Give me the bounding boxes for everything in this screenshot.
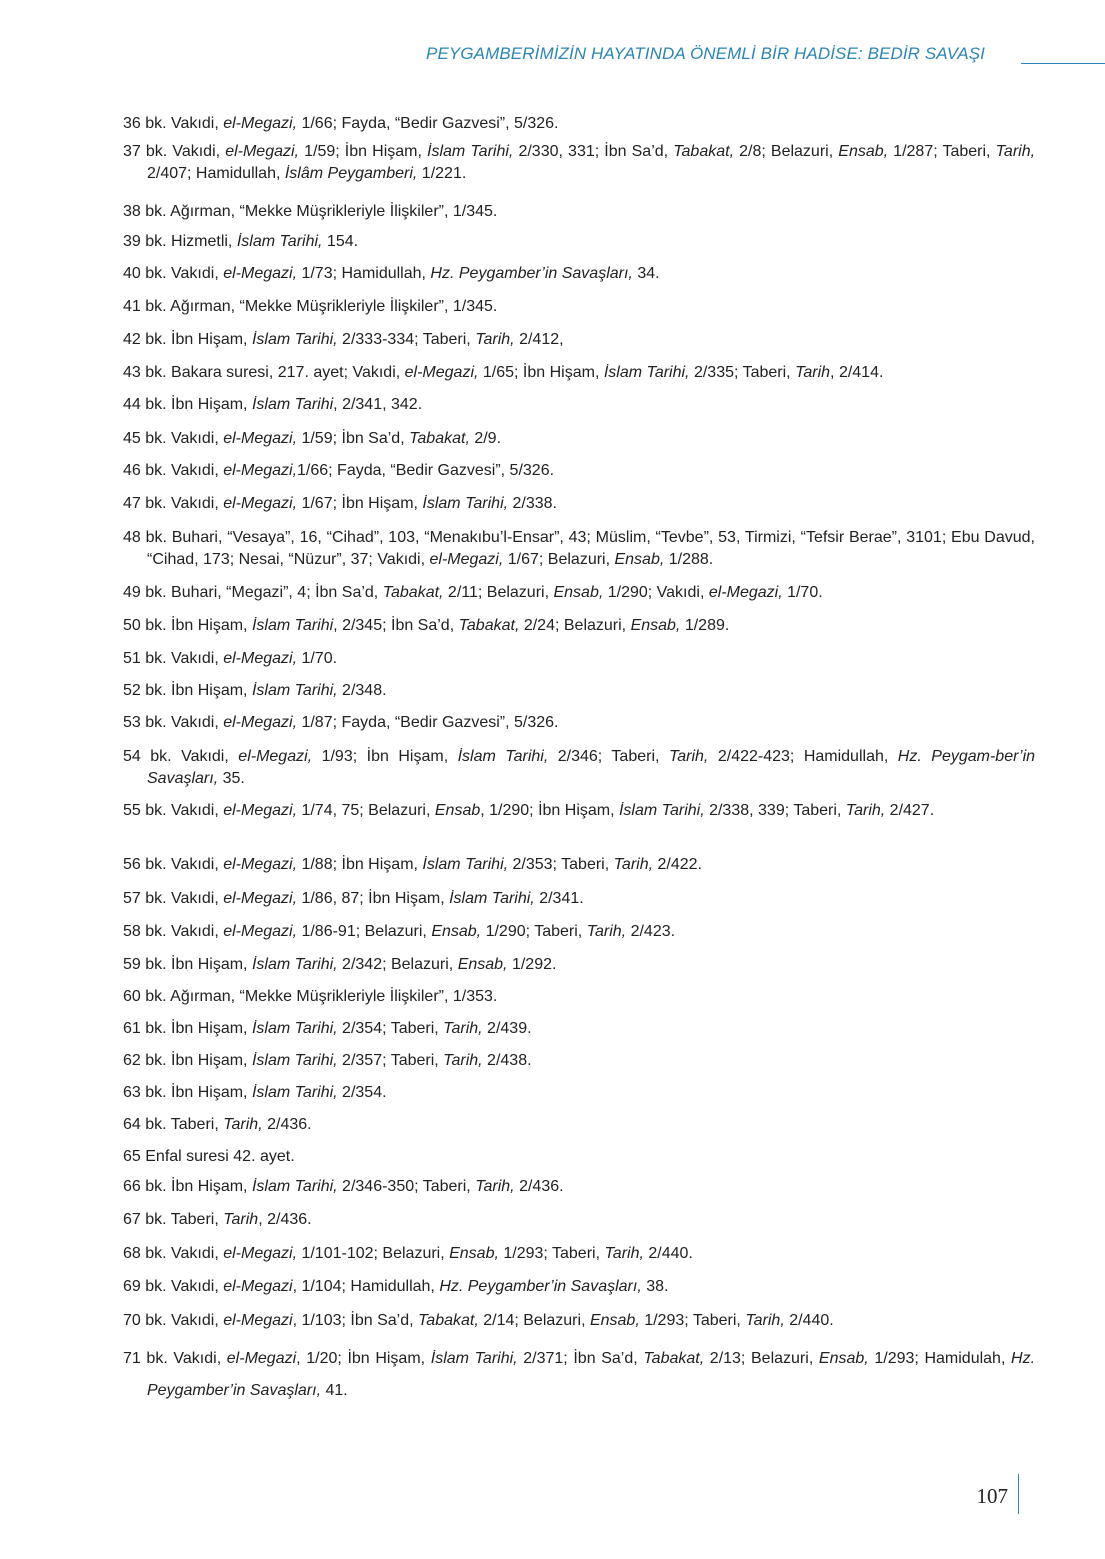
- footnote-work-title: Ensab,: [449, 1245, 499, 1262]
- footnote-work-title: el-Megazi: [226, 1350, 297, 1367]
- footnote-text: 2/436.: [262, 1116, 312, 1133]
- footnote-text: 1/66; Fayda, “Bedir Gazvesi”, 5/326.: [297, 115, 559, 132]
- footnote-number: 51: [123, 650, 141, 667]
- footnote-text: 2/407; Hamidullah,: [147, 165, 285, 182]
- footnote-work-title: el-Megazi,: [223, 1245, 298, 1262]
- footnote-50: [123, 615, 1035, 637]
- footnote-work-title: Hz. Peygamber’in Savaşları,: [147, 1350, 1036, 1399]
- footnote-text: bk. Ağırman, “Mekke Müşrikleriyle İlişkiler”, 1/345.: [140, 203, 498, 220]
- footnote-work-title: el-Megazi,: [223, 923, 298, 940]
- footnote-work-title: İslam Tarihi,: [251, 956, 338, 973]
- footnote-text: bk. Vakıdi,: [140, 923, 224, 940]
- footnote-work-title: Tarih,: [223, 1116, 263, 1133]
- footnote-text: 2/346-350; Taberi,: [337, 1178, 476, 1195]
- footnote-work-title: Ensab,: [431, 923, 482, 940]
- header-title: PEYGAMBERİMİZİN HAYATINDA ÖNEMLİ BİR HADİSE: BEDİR SAVAŞI: [426, 44, 985, 63]
- footnote-text: 1/59; İbn Hişam,: [299, 143, 428, 160]
- footnote-number: 62: [123, 1052, 141, 1069]
- footnote-69: [123, 1276, 1035, 1298]
- footnote-text: 2/346; Taberi,: [548, 748, 669, 765]
- footnote-65: [123, 1146, 1035, 1168]
- footnote-text: 2/354.: [337, 1084, 387, 1101]
- footnote-work-title: Tarih,: [745, 1312, 785, 1329]
- footnote-text: bk. Vakıdi,: [140, 143, 226, 160]
- footnote-text: bk. Buhari, “Megazi”, 4; İbn Sa’d,: [140, 584, 383, 601]
- footnote-62: [123, 1050, 1035, 1072]
- footnote-work-title: Ensab,: [589, 1312, 640, 1329]
- footnote-work-title: İslam Tarihi,: [251, 1178, 338, 1195]
- footnote-work-title: İslam Tarihi,: [251, 1052, 338, 1069]
- footnote-work-title: Tabakat,: [458, 617, 520, 634]
- footnote-37: [123, 141, 1035, 185]
- footnote-text: 1/67; Belazuri,: [503, 551, 615, 568]
- footnote-number: 47: [123, 495, 141, 512]
- footnote-number: 37: [123, 143, 141, 160]
- footnote-53: [123, 712, 1035, 734]
- footnote-39: [123, 231, 1035, 253]
- footnote-48: [123, 527, 1035, 571]
- footnote-text: bk. İbn Hişam,: [140, 331, 252, 348]
- footnote-text: 154.: [322, 233, 359, 250]
- footnote-text: 1/70.: [782, 584, 823, 601]
- footnote-text: , 1/290; İbn Hişam,: [480, 802, 619, 819]
- footnote-text: bk. Vakıdi,: [140, 1312, 224, 1329]
- footnote-55: [123, 800, 1035, 822]
- footnote-work-title: Tarih,: [475, 1178, 515, 1195]
- footnote-text: bk. İbn Hişam,: [140, 1052, 252, 1069]
- footnote-work-title: el-Megazi,: [708, 584, 783, 601]
- footnote-work-title: İslam Tarihi,: [449, 890, 535, 907]
- footnote-work-title: Ensab,: [457, 956, 508, 973]
- footnote-text: bk. İbn Hişam,: [140, 1084, 252, 1101]
- footnote-number: 60: [123, 988, 141, 1005]
- footnote-work-title: el-Megazi,: [223, 856, 298, 873]
- footnote-text: 1/86, 87; İbn Hişam,: [297, 890, 450, 907]
- footnote-text: bk. Ağırman, “Mekke Müşrikleriyle İlişkiler”, 1/345.: [140, 298, 498, 315]
- footnote-work-title: Tabakat,: [417, 1312, 479, 1329]
- footnote-text: 2/427.: [885, 802, 935, 819]
- footnote-work-title: İslam Tarihi,: [430, 1350, 518, 1367]
- footnote-work-title: İslam Tarihi,: [251, 331, 338, 348]
- footnote-work-title: İslam Tarihi,: [618, 802, 705, 819]
- footnote-work-title: el-Megazi,: [223, 650, 298, 667]
- footnote-text: 1/288.: [664, 551, 714, 568]
- footnote-40: [123, 263, 1035, 285]
- footnote-number: 52: [123, 682, 141, 699]
- footnote-text: 38.: [641, 1278, 669, 1295]
- footnote-text: , 2/341, 342.: [333, 396, 423, 413]
- footnote-text: bk. Vakıdi,: [140, 1245, 224, 1262]
- footnote-text: 2/412,: [514, 331, 564, 348]
- footnote-work-title: Hz. Peygamber’in Savaşları,: [430, 265, 633, 282]
- footnote-number: 41: [123, 298, 141, 315]
- footnote-text: 1/293; Taberi,: [639, 1312, 746, 1329]
- footnote-number: 69: [123, 1278, 141, 1295]
- footnote-text: bk. İbn Hişam,: [140, 617, 252, 634]
- footnote-work-title: Tarih,: [443, 1052, 483, 1069]
- footnote-44: [123, 394, 1035, 416]
- footnote-number: 46: [123, 462, 141, 479]
- footnote-work-title: İslam Tarihi,: [603, 364, 690, 381]
- footnote-text: 2/354; Taberi,: [337, 1020, 444, 1037]
- footnote-text: bk. Vakıdi,: [140, 748, 239, 765]
- footnote-text: 2/438.: [482, 1052, 532, 1069]
- footnote-text: bk. İbn Hişam,: [140, 682, 252, 699]
- footnote-text: bk. Vakıdi,: [140, 430, 224, 447]
- footnote-number: 59: [123, 956, 141, 973]
- footnote-text: , 1/20; İbn Hişam,: [296, 1350, 431, 1367]
- footnote-number: 64: [123, 1116, 141, 1133]
- footnote-work-title: el-Megazi: [223, 1312, 293, 1329]
- footnote-51: [123, 648, 1035, 670]
- footnote-work-title: İslam Tarihi,: [251, 1020, 338, 1037]
- footnote-number: 44: [123, 396, 141, 413]
- footnote-number: 45: [123, 430, 141, 447]
- footnote-text: 2/14; Belazuri,: [478, 1312, 590, 1329]
- page-footer: [0, 1470, 1105, 1520]
- footnote-text: 1/293; Hamidulah,: [868, 1350, 1012, 1367]
- footnote-number: 61: [123, 1020, 141, 1037]
- footnote-text: 34.: [632, 265, 660, 282]
- footnote-work-title: el-Megazi: [223, 1278, 293, 1295]
- footnote-text: bk. Vakıdi,: [140, 714, 224, 731]
- footnote-text: , 1/104; Hamidullah,: [292, 1278, 440, 1295]
- footnote-number: 49: [123, 584, 141, 601]
- footnote-number: 71: [123, 1350, 141, 1367]
- footnote-text: 1/70.: [297, 650, 338, 667]
- footnote-work-title: Ensab,: [630, 617, 681, 634]
- footnote-text: bk. İbn Hişam,: [140, 396, 252, 413]
- footnote-text: 2/371; İbn Sa’d,: [517, 1350, 644, 1367]
- footnote-text: 1/292.: [507, 956, 557, 973]
- footnote-text: bk. Vakıdi,: [140, 1278, 224, 1295]
- footnote-63: [123, 1082, 1035, 1104]
- footnote-work-title: el-Megazi,: [238, 748, 313, 765]
- footnote-43: [123, 362, 1035, 384]
- footnote-work-title: Tarih: [223, 1211, 259, 1228]
- footnote-text: 2/440.: [784, 1312, 834, 1329]
- footnote-number: 66: [123, 1178, 141, 1195]
- footnote-work-title: İslam Tarihi,: [236, 233, 323, 250]
- footnote-number: 48: [123, 529, 141, 546]
- footnote-number: 65: [123, 1148, 141, 1165]
- footnote-text: bk. Vakıdi,: [140, 1350, 227, 1367]
- page-number: 107: [976, 1484, 1008, 1508]
- footnote-text: 1/293; Taberi,: [498, 1245, 605, 1262]
- footnote-text: bk. Vakıdi,: [140, 890, 224, 907]
- footnote-work-title: el-Megazi,: [223, 115, 298, 132]
- footnote-47: [123, 493, 1035, 515]
- footnote-text: 2/24; Belazuri,: [519, 617, 631, 634]
- footnote-work-title: İslam Tarihi: [251, 617, 334, 634]
- footnote-71: [123, 1343, 1035, 1407]
- footnote-text: bk. Vakıdi,: [140, 462, 224, 479]
- footnote-work-title: el-Megazi,: [223, 802, 298, 819]
- footnote-text: 2/422-423; Hamidullah,: [708, 748, 898, 765]
- footnote-number: 63: [123, 1084, 141, 1101]
- footnote-text: 2/348.: [337, 682, 387, 699]
- footnote-text: bk. Taberi,: [140, 1116, 224, 1133]
- footnote-36: [123, 113, 1035, 135]
- footnote-work-title: el-Megazi,: [404, 364, 479, 381]
- footnote-number: 43: [123, 364, 141, 381]
- footnote-42: [123, 329, 1035, 351]
- footnote-work-title: Tarih,: [995, 143, 1036, 160]
- footnote-text: bk. Vakıdi,: [140, 265, 224, 282]
- footer-rule: [1018, 1474, 1019, 1514]
- footnote-number: 50: [123, 617, 141, 634]
- footnote-work-title: İslam Tarihi,: [251, 1084, 338, 1101]
- footnote-text: 1/221.: [417, 165, 467, 182]
- footnote-number: 53: [123, 714, 141, 731]
- footnote-work-title: İslam Tarihi,: [422, 495, 509, 512]
- footnote-work-title: el-Megazi,: [223, 495, 298, 512]
- footnote-text: 2/439.: [482, 1020, 532, 1037]
- footnote-work-title: Tarih: [795, 364, 831, 381]
- footnote-67: [123, 1209, 1035, 1231]
- footnote-text: , 2/414.: [830, 364, 884, 381]
- footnote-61: [123, 1018, 1035, 1040]
- footnote-work-title: Ensab: [434, 802, 481, 819]
- footnote-text: 2/338, 339; Taberi,: [704, 802, 846, 819]
- footnote-work-title: İslam Tarihi,: [422, 856, 509, 873]
- footnote-work-title: Tarih,: [604, 1245, 644, 1262]
- footnote-text: bk. Vakıdi,: [140, 495, 224, 512]
- footnote-work-title: Hz. Peygam-ber’in Savaşları,: [147, 748, 1036, 787]
- footnote-text: bk. Buhari, “Vesaya”, 16, “Cihad”, 103, “Menakıbu’l-Ensar”, 43; Müslim, “Tevbe”, 53, Tirmizi, “Tefsir Berae”, 3101; Ebu Davud, “Cihad, 173; Nesai, “Nüzur”, 37; Vakıdi,: [140, 529, 1035, 568]
- footnote-work-title: Tarih,: [613, 856, 654, 873]
- footnote-text: 1/88; İbn Hişam,: [297, 856, 423, 873]
- footnote-work-title: Tarih,: [586, 923, 627, 940]
- footnote-64: [123, 1114, 1035, 1136]
- footnote-58: [123, 921, 1035, 943]
- footnote-number: 42: [123, 331, 141, 348]
- footnote-work-title: el-Megazi,: [223, 430, 298, 447]
- footnote-text: 2/436.: [514, 1178, 564, 1195]
- footnote-text: , 2/345; İbn Sa’d,: [333, 617, 459, 634]
- footnote-text: 2/357; Taberi,: [337, 1052, 444, 1069]
- footnote-text: 2/423.: [626, 923, 676, 940]
- footnote-number: 58: [123, 923, 141, 940]
- footnote-text: 1/67; İbn Hişam,: [297, 495, 423, 512]
- footnote-text: 2/338.: [508, 495, 557, 512]
- footnote-text: 1/290; Taberi,: [481, 923, 587, 940]
- footnote-work-title: el-Megazi,: [223, 265, 298, 282]
- header-rule: [1021, 63, 1105, 64]
- footnote-text: bk. Hizmetli,: [140, 233, 237, 250]
- footnote-text: , 2/436.: [258, 1211, 312, 1228]
- footnote-work-title: el-Megazi,: [223, 890, 298, 907]
- footnote-text: 2/8; Belazuri,: [734, 143, 839, 160]
- footnote-text: 2/341.: [534, 890, 584, 907]
- footnote-work-title: el-Megazi,: [429, 551, 504, 568]
- running-header: [0, 40, 1105, 72]
- footnote-text: 2/13; Belazuri,: [704, 1350, 819, 1367]
- footnote-number: 67: [123, 1211, 141, 1228]
- footnote-text: 2/353; Taberi,: [508, 856, 614, 873]
- footnote-text: Enfal suresi 42. ayet.: [140, 1148, 295, 1165]
- footnote-text: bk. Bakara suresi, 217. ayet; Vakıdi,: [140, 364, 405, 381]
- footnote-text: 2/333-334; Taberi,: [337, 331, 476, 348]
- footnote-work-title: Ensab,: [838, 143, 889, 160]
- footnote-text: 2/342; Belazuri,: [337, 956, 458, 973]
- footnote-number: 54: [123, 748, 141, 765]
- footnote-52: [123, 680, 1035, 702]
- footnote-work-title: İslâm Peygamberi,: [284, 165, 418, 182]
- footnote-text: 41.: [321, 1382, 348, 1399]
- footnote-60: [123, 986, 1035, 1008]
- footnote-text: bk. Vakıdi,: [140, 856, 224, 873]
- footnote-text: 1/93; İbn Hişam,: [312, 748, 458, 765]
- footnote-54: [123, 746, 1035, 790]
- footnote-text: bk. İbn Hişam,: [140, 1020, 252, 1037]
- footnote-work-title: el-Megazi,: [223, 714, 298, 731]
- footnote-work-title: Tarih,: [475, 331, 515, 348]
- footnote-number: 56: [123, 856, 141, 873]
- footnote-text: 2/9.: [469, 430, 502, 447]
- footnote-work-title: Tabakat,: [673, 143, 735, 160]
- footnote-work-title: el-Megazi,: [223, 462, 298, 479]
- footnote-59: [123, 954, 1035, 976]
- footnote-text: bk. İbn Hişam,: [140, 1178, 252, 1195]
- footnote-work-title: İslam Tarihi,: [427, 143, 514, 160]
- footnote-work-title: Ensab,: [818, 1350, 869, 1367]
- footnote-66: [123, 1176, 1035, 1198]
- footnote-text: 2/335; Taberi,: [689, 364, 796, 381]
- footnote-work-title: Tabakat,: [382, 584, 444, 601]
- footnote-work-title: Tarih,: [845, 802, 886, 819]
- footnote-text: bk. Vakıdi,: [140, 115, 224, 132]
- footnote-text: 1/101-102; Belazuri,: [297, 1245, 450, 1262]
- footnote-text: bk. Vakıdi,: [140, 802, 224, 819]
- footnote-text: , 1/103; İbn Sa’d,: [292, 1312, 418, 1329]
- footnote-number: 40: [123, 265, 141, 282]
- footnote-work-title: İslam Tarihi,: [457, 748, 549, 765]
- footnote-text: bk. Vakıdi,: [140, 650, 224, 667]
- footnote-text: 1/73; Hamidullah,: [297, 265, 431, 282]
- footnote-text: 2/11; Belazuri,: [443, 584, 554, 601]
- footnote-work-title: İslam Tarihi,: [251, 682, 338, 699]
- footnote-text: 35.: [218, 770, 245, 787]
- footnote-text: bk. Ağırman, “Mekke Müşrikleriyle İlişkiler”, 1/353.: [140, 988, 498, 1005]
- footnote-text: bk. İbn Hişam,: [140, 956, 252, 973]
- footnote-work-title: İslam Tarihi: [251, 396, 334, 413]
- footnote-text: 1/287; Taberi,: [888, 143, 996, 160]
- footnote-text: bk. Taberi,: [140, 1211, 224, 1228]
- footnote-57: [123, 888, 1035, 910]
- footnote-text: 1/289.: [680, 617, 730, 634]
- footnote-text: 1/74, 75; Belazuri,: [297, 802, 435, 819]
- footnote-text: 1/86-91; Belazuri,: [297, 923, 432, 940]
- footnote-work-title: Tabakat,: [643, 1350, 705, 1367]
- footnote-text: 2/440.: [643, 1245, 693, 1262]
- footnote-45: [123, 428, 1035, 450]
- footnote-text: 1/65; İbn Hişam,: [478, 364, 604, 381]
- footnote-49: [123, 582, 1035, 604]
- footnote-work-title: Tabakat,: [409, 430, 470, 447]
- footnote-number: 36: [123, 115, 141, 132]
- footnote-number: 55: [123, 802, 141, 819]
- footnote-work-title: Ensab,: [614, 551, 665, 568]
- footnote-number: 68: [123, 1245, 141, 1262]
- footnote-work-title: Tarih,: [668, 748, 709, 765]
- footnote-work-title: Tarih,: [443, 1020, 483, 1037]
- footnote-text: 1/87; Fayda, “Bedir Gazvesi”, 5/326.: [297, 714, 559, 731]
- footnote-68: [123, 1243, 1035, 1265]
- footnote-70: [123, 1310, 1035, 1332]
- footnote-38: [123, 201, 1035, 223]
- footnote-text: 2/330, 331; İbn Sa’d,: [513, 143, 674, 160]
- footnote-text: 1/59; İbn Sa’d,: [297, 430, 410, 447]
- footnote-56: [123, 854, 1035, 876]
- footnote-number: 57: [123, 890, 141, 907]
- footnote-text: 1/290; Vakıdi,: [603, 584, 709, 601]
- footnote-number: 70: [123, 1312, 141, 1329]
- footnote-work-title: el-Megazi,: [225, 143, 299, 160]
- footnote-text: 2/422.: [653, 856, 702, 873]
- footnote-number: 39: [123, 233, 141, 250]
- footnote-work-title: Ensab,: [553, 584, 604, 601]
- footnote-text: 1/66; Fayda, “Bedir Gazvesi”, 5/326.: [297, 462, 555, 479]
- footnote-number: 38: [123, 203, 141, 220]
- footnote-41: [123, 296, 1035, 318]
- footnote-46: [123, 460, 1035, 482]
- footnote-work-title: Hz. Peygamber’in Savaşları,: [439, 1278, 642, 1295]
